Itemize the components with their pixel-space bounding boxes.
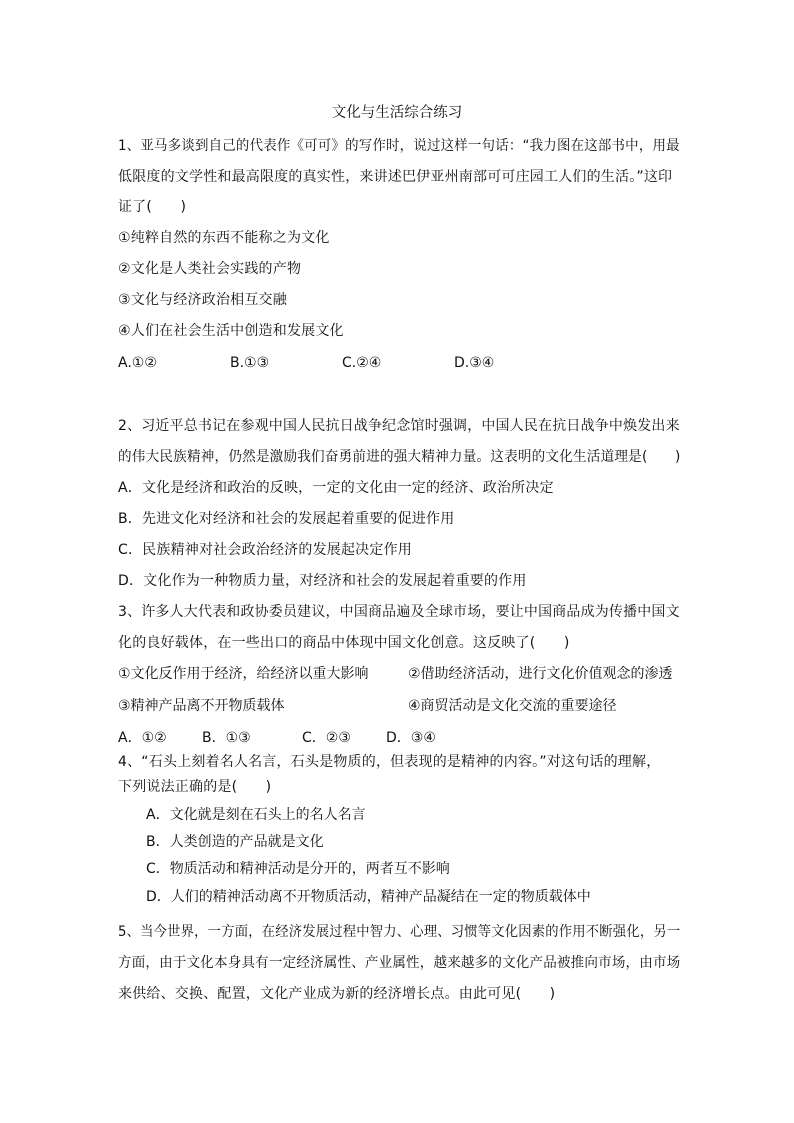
question-stem-line: 低限度的文学性和最高限度的真实性，来讲述巴伊亚州南部可可庄园工人们的生活。”这印 <box>118 169 673 185</box>
choice-d: D.③④ <box>454 355 495 371</box>
question-stem-line: 化的良好载体，在一些出口的商品中体现中国文化创意。这反映了( ) <box>118 635 570 651</box>
option-d: D．人们的精神活动离不开物质活动，精神产品凝结在一定的物质载体中 <box>146 889 591 905</box>
question-stem-line: 1、亚马多谈到自己的代表作《可可》的写作时，说过这样一句话：“我力图在这部书中，用最 <box>118 138 680 154</box>
question-stem-line: 5、当今世界，一方面，在经济发展过程中智力、心理、习惯等文化因素的作用不断强化，另一 <box>118 924 681 940</box>
choice-c: C．②③ <box>302 730 351 746</box>
option-c: C．物质活动和精神活动是分开的，两者互不影响 <box>146 861 450 877</box>
question-stem-line: 证了( ) <box>118 199 187 215</box>
question-stem-line: 下列说法正确的是( ) <box>118 779 272 795</box>
choice-b: B．①③ <box>202 730 251 746</box>
statement-item: ①纯粹自然的东西不能称之为文化 <box>118 230 330 246</box>
statement-item: ④商贸活动是文化交流的重要途径 <box>408 698 617 714</box>
choice-a: A．①② <box>118 730 167 746</box>
page-title: 文化与生活综合练习 <box>331 105 463 121</box>
choice-c: C.②④ <box>342 355 382 371</box>
option-d: D．文化作为一种物质力量，对经济和社会的发展起着重要的作用 <box>118 573 527 589</box>
question-stem-line: 方面，由于文化本身具有一定经济属性、产业属性，越来越多的文化产品被推向市场，由市场 <box>118 955 681 971</box>
statement-item: ①文化反作用于经济，给经济以重大影响 <box>118 666 369 682</box>
question-stem-line: 的伟大民族精神，仍然是激励我们奋勇前进的强大精神力量。这表明的文化生活道理是( ) <box>118 449 681 465</box>
statement-item: ②文化是人类社会实践的产物 <box>118 261 302 277</box>
question-stem-line: 4、“石头上刻着名人名言，石头是物质的，但表现的是精神的内容。”对这句话的理解， <box>118 754 661 770</box>
question-stem-line: 3、许多人大代表和政协委员建议，中国商品遍及全球市场，要让中国商品成为传播中国文 <box>118 604 680 620</box>
option-a: A．文化就是刻在石头上的名人名言 <box>146 807 366 823</box>
statement-item: ②借助经济活动，进行文化价值观念的渗透 <box>408 666 673 682</box>
question-stem-line: 来供给、交换、配置，文化产业成为新的经济增长点。由此可见( ) <box>118 986 556 1002</box>
option-c: C．民族精神对社会政治经济的发展起决定作用 <box>118 542 412 558</box>
statement-item: ③文化与经济政治相互交融 <box>118 292 287 308</box>
choice-b: B.①③ <box>230 355 270 371</box>
statement-item: ③精神产品离不开物质载体 <box>118 698 285 714</box>
option-b: B．先进文化对经济和社会的发展起着重要的促进作用 <box>118 511 455 527</box>
option-a: A．文化是经济和政治的反映，一定的文化由一定的经济、政治所决定 <box>118 480 554 496</box>
statement-item: ④人们在社会生活中创造和发展文化 <box>118 323 344 339</box>
choice-a: A.①② <box>118 355 157 371</box>
question-stem-line: 2、习近平总书记在参观中国人民抗日战争纪念馆时强调，中国人民在抗日战争中焕发出来 <box>118 418 680 434</box>
choice-d: D．③④ <box>386 730 436 746</box>
option-b: B．人类创造的产品就是文化 <box>146 834 324 850</box>
